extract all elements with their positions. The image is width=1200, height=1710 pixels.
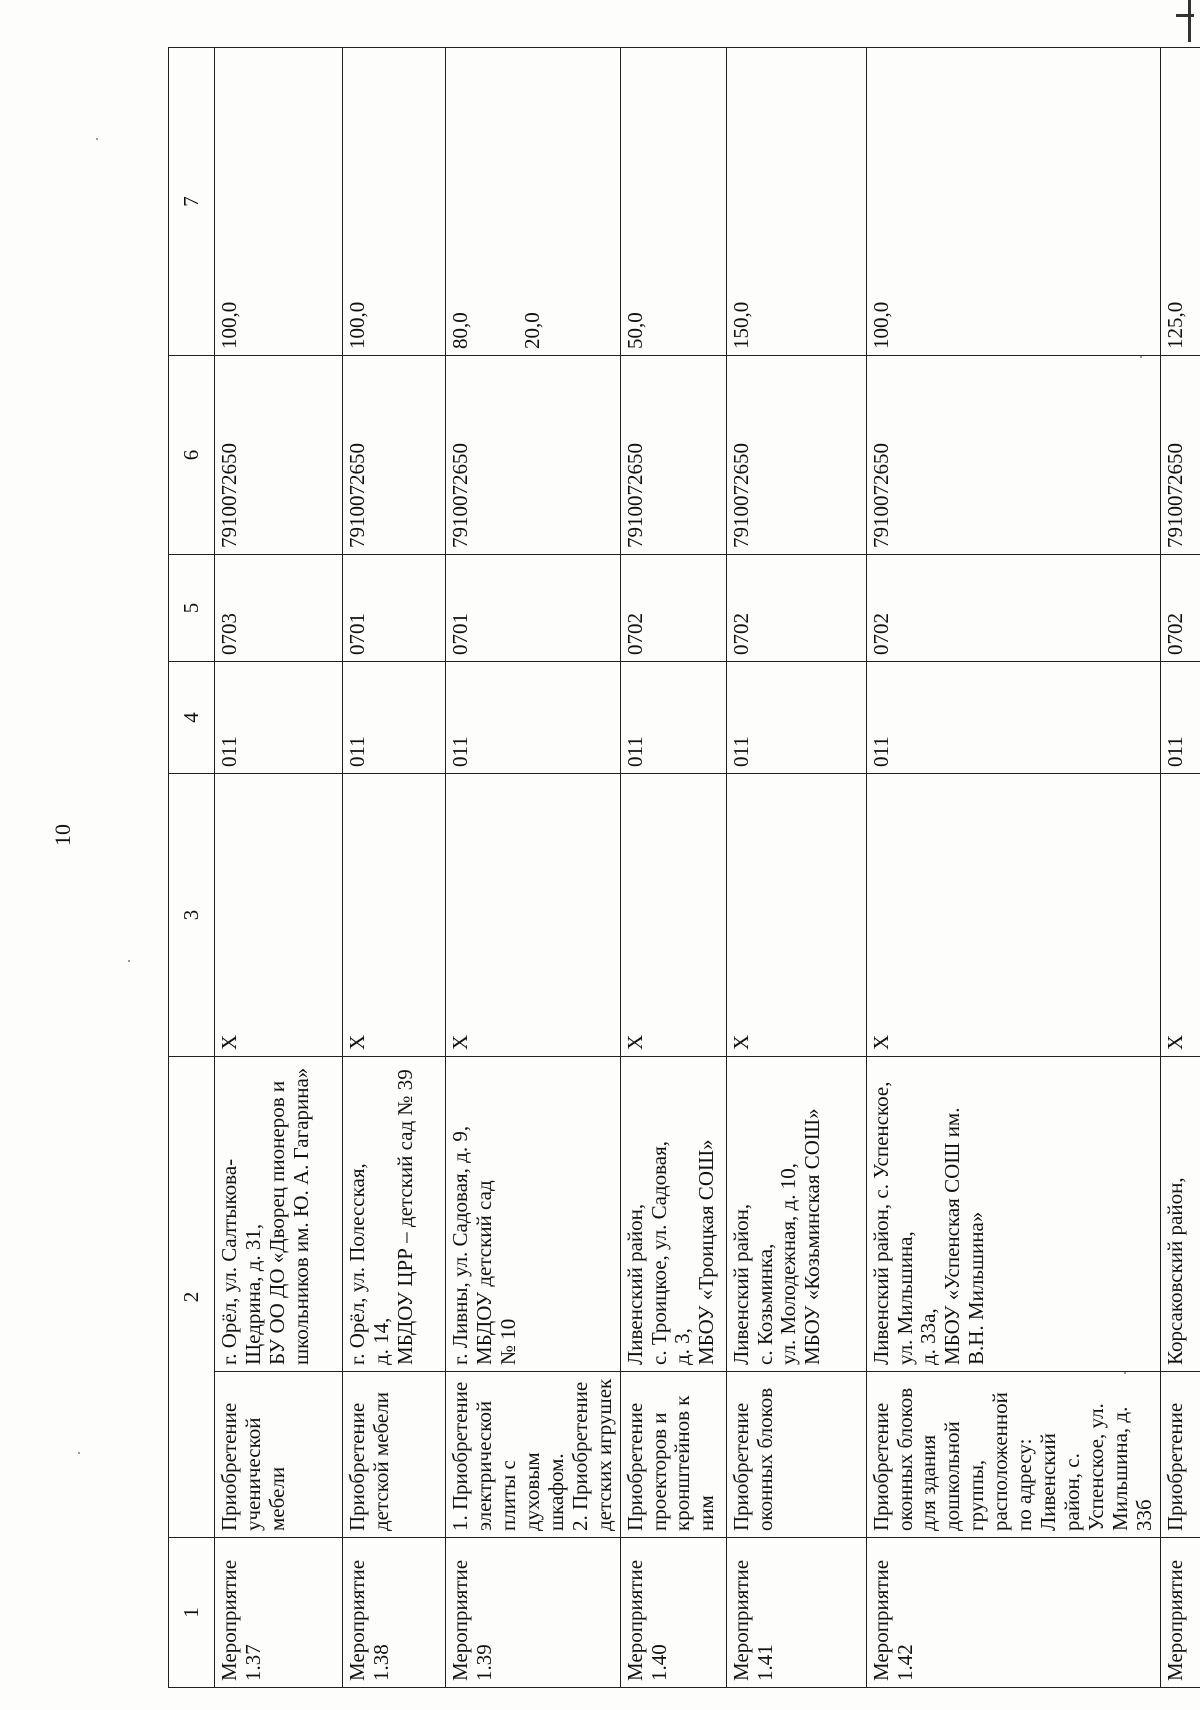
col5-cell: 0702 bbox=[1160, 555, 1200, 662]
event-cell: Мероприятие 1.38 bbox=[343, 1538, 446, 1688]
table-row bbox=[726, 48, 866, 1688]
col4-cell: 011 bbox=[620, 662, 726, 774]
col4-cell: 011 bbox=[726, 662, 866, 774]
table-row bbox=[620, 48, 726, 1688]
address-cell: Ливенский район, с. Троицкое, ул. Садовая, д. 3, МБОУ «Троицкая СОШ» bbox=[620, 1057, 726, 1372]
event-cell: Мероприятие 1.40 bbox=[620, 1538, 726, 1688]
name-cell: 1. Приобретение электрической плиты с духовым шкафом. 2. Приобретение детских игрушек bbox=[446, 1372, 621, 1538]
col5-cell: 0703 bbox=[215, 555, 343, 662]
col3-cell: Х bbox=[1160, 774, 1200, 1057]
scan-speck bbox=[78, 1452, 80, 1454]
col6-cell: 7910072650 bbox=[215, 356, 343, 555]
scan-edge-mark bbox=[1176, 14, 1194, 17]
name-cell: Приобретение оконных блоков для здания дошкольной группы, расположенной по адресу: Ливенский район, с. Успенское, ул. Мильшина, д. 33б bbox=[866, 1372, 1160, 1538]
scan-edge-mark bbox=[1188, 0, 1191, 42]
col5-cell: 0701 bbox=[343, 555, 446, 662]
col3-cell: Х bbox=[343, 774, 446, 1057]
scan-speck bbox=[1140, 356, 1142, 358]
col5-cell: 0702 bbox=[620, 555, 726, 662]
table-row bbox=[343, 48, 446, 1688]
col6-cell: 7910072650 bbox=[726, 356, 866, 555]
scan-speck bbox=[1124, 1372, 1126, 1374]
col7-cell: 100,0 bbox=[215, 48, 343, 356]
name-cell: Приобретение проекторов и кронштейнов к ним bbox=[620, 1372, 726, 1538]
page-number: 10 bbox=[50, 824, 75, 846]
table-row bbox=[446, 48, 621, 1688]
table-row bbox=[1160, 48, 1200, 1688]
col3-cell: Х bbox=[866, 774, 1160, 1057]
col4-cell: 011 bbox=[215, 662, 343, 774]
header-col-1: 1 bbox=[169, 1538, 215, 1688]
event-cell: Мероприятие 1.39 bbox=[446, 1538, 621, 1688]
name-cell: Приобретение оконных блоков bbox=[726, 1372, 866, 1538]
col6-cell: 7910072650 bbox=[866, 356, 1160, 555]
address-cell: г. Орёл, ул. Полесская, д. 14, МБДОУ ЦРР – детский сад № 39 bbox=[343, 1057, 446, 1372]
col3-cell: Х bbox=[215, 774, 343, 1057]
header-col-3: 3 bbox=[169, 774, 215, 1057]
col4-cell: 011 bbox=[866, 662, 1160, 774]
event-cell: Мероприятие 1.42 bbox=[866, 1538, 1160, 1688]
col4-cell: 011 bbox=[446, 662, 621, 774]
col3-cell: Х bbox=[726, 774, 866, 1057]
col7-cell: 50,0 bbox=[620, 48, 726, 356]
table-row bbox=[866, 48, 1160, 1688]
col7-cell: 150,0 bbox=[726, 48, 866, 356]
col7-cell: 80,0 20,0 bbox=[446, 48, 621, 356]
address-cell: Ливенский район, с. Успенское, ул. Мильшина, д. 33а, МБОУ «Успенская СОШ им. В.Н. Мильшина» bbox=[866, 1057, 1160, 1372]
name-cell: Приобретение bbox=[1160, 1372, 1200, 1538]
event-cell: Мероприятие 1.41 bbox=[726, 1538, 866, 1688]
col4-cell: 011 bbox=[343, 662, 446, 774]
name-cell: Приобретение детской мебели bbox=[343, 1372, 446, 1538]
col3-cell: Х bbox=[446, 774, 621, 1057]
col7-cell: 125,0 bbox=[1160, 48, 1200, 356]
col6-cell: 7910072650 bbox=[620, 356, 726, 555]
col6-cell: 7910072650 bbox=[1160, 356, 1200, 555]
col7-cell: 100,0 bbox=[343, 48, 446, 356]
name-cell: Приобретение ученической мебели bbox=[215, 1372, 343, 1538]
scan-speck bbox=[128, 960, 130, 962]
header-col-2: 2 bbox=[169, 1057, 215, 1538]
header-col-5: 5 bbox=[169, 555, 215, 662]
budget-table bbox=[168, 47, 1200, 1688]
header-row bbox=[169, 48, 215, 1688]
header-col-4: 4 bbox=[169, 662, 215, 774]
col7-cell: 100,0 bbox=[866, 48, 1160, 356]
event-cell: Мероприятие bbox=[1160, 1538, 1200, 1688]
col5-cell: 0702 bbox=[726, 555, 866, 662]
rotated-table-container bbox=[168, 48, 1187, 1688]
col5-cell: 0701 bbox=[446, 555, 621, 662]
header-col-7: 7 bbox=[169, 48, 215, 356]
address-cell: Ливенский район, с. Козьминка, ул. Молодежная, д. 10, МБОУ «Козьминская СОШ» bbox=[726, 1057, 866, 1372]
col3-cell: Х bbox=[620, 774, 726, 1057]
col6-cell: 7910072650 bbox=[446, 356, 621, 555]
table-row bbox=[215, 48, 343, 1688]
event-cell: Мероприятие 1.37 bbox=[215, 1538, 343, 1688]
address-cell: г. Ливны, ул. Садовая, д. 9, МБДОУ детский сад № 10 bbox=[446, 1057, 621, 1372]
address-cell: г. Орёл, ул. Салтыкова- Щедрина, д. 31, БУ ОО ДО «Дворец пионеров и школьников им. Ю. А. Гагарина» bbox=[215, 1057, 343, 1372]
col5-cell: 0702 bbox=[866, 555, 1160, 662]
col4-cell: 011 bbox=[1160, 662, 1200, 774]
col6-cell: 7910072650 bbox=[343, 356, 446, 555]
scan-speck bbox=[96, 138, 98, 140]
header-col-6: 6 bbox=[169, 356, 215, 555]
address-cell: Корсаковский район, bbox=[1160, 1057, 1200, 1372]
